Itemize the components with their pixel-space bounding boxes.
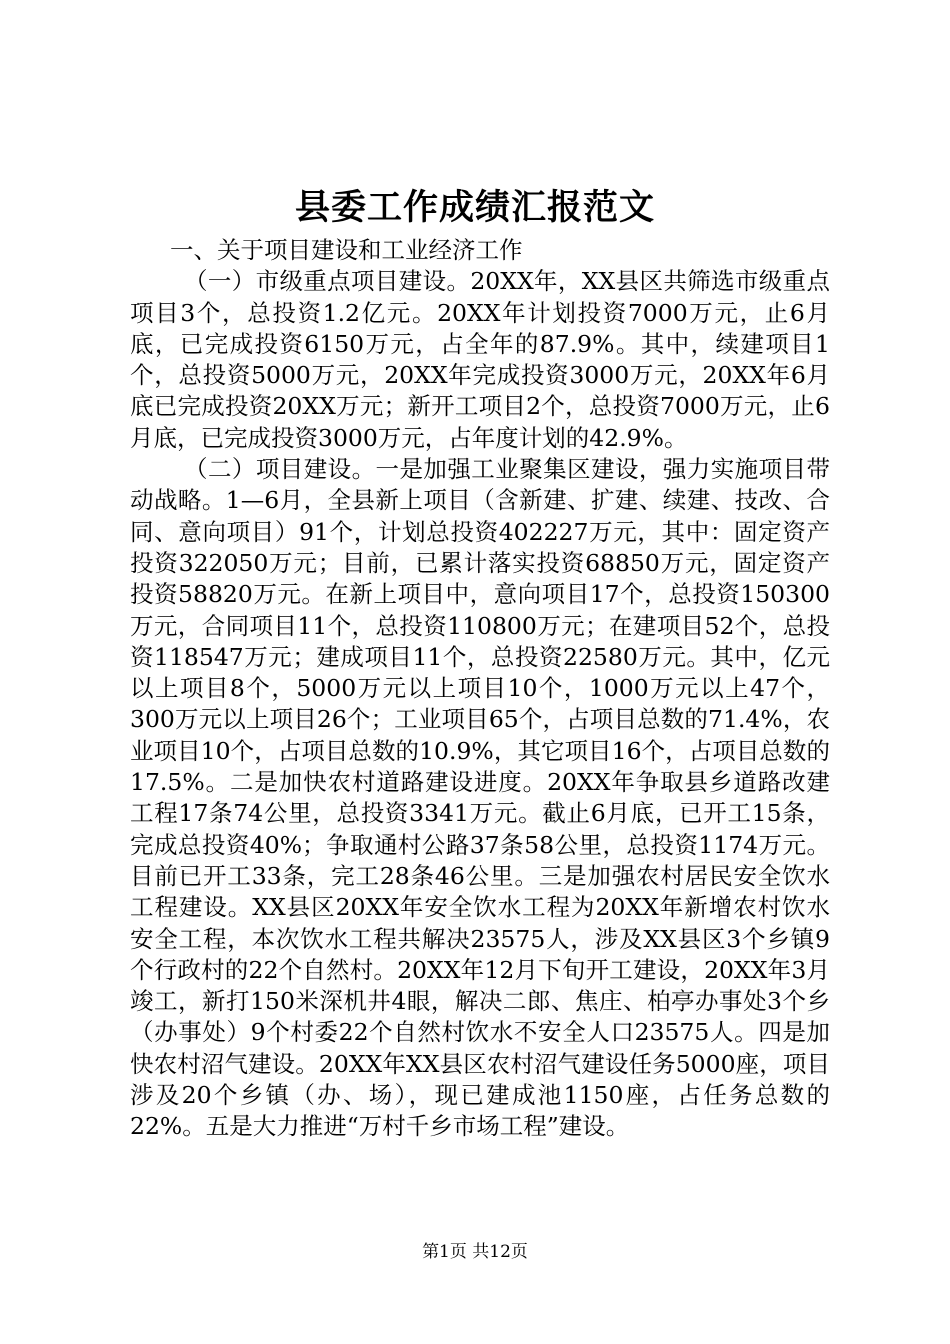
paragraph-project-construction: （二）项目建设。一是加强工业聚集区建设，强力实施项目带动战略。1—6月，全县新上项目（含新建、扩建、续建、技改、合同、意向项目）91个，计划总投资402227万元，其中：固定资产投资322050万元；目前，已累计落实投资68850万元，固定资产投资58820万元。在新上项目中，意向项目17个，总投资150300万元，合同项目11个，总投资110800万元；在建项目52个，总投资118547万元；建成项目11个，总投资22580万元。其中，亿元以上项目8个，5000万元以上项目10个，1000万元以上47个，300万元以上项目26个；工业项目65个，占项目总数的71.4%，农业项目10个，占项目总数的10.9%，其它项目16个，占项目总数的17.5%。二是加快农村道路建设进度。20XX年争取县乡道路改建工程17条74公里，总投资3341万元。截止6月底，已开工15条，完成总投资40%；争取通村公路37条58公里，总投资1174万元。目前已开工33条，完工28条46公里。三是加强农村居民安全饮水工程建设。XX县区20XX年安全饮水工程为20XX年新增农村饮水安全工程，本次饮水工程共解决23575人，涉及XX县区3个乡镇9个行政村的22个自然村。20XX年12月下旬开工建设，20XX年3月竣工，新打150米深机井4眼，解决二郎、焦庄、柏亭办事处3个乡（办事处）9个村委22个自然村饮水不安全人口23575人。四是加快农村沼气建设。20XX年XX县区农村沼气建设任务5000座，项目涉及20个乡镇（办、场），现已建成池1150座，占任务总数的22%。五是大力推进“万村千乡市场工程”建设。 <box>130 455 830 1141</box>
page-number-footer: 第1页 共12页 <box>422 1242 528 1262</box>
document-body <box>130 235 830 1143</box>
section-heading: 一、关于项目建设和工业经济工作 <box>170 236 523 264</box>
paragraph-city-key-projects: （一）市级重点项目建设。20XX年，XX县区共筛选市级重点项目3个，总投资1.2亿元。20XX年计划投资7000万元，止6月底，已完成投资6150万元，占全年的87.9%。其中，续建项目1个，总投资5000万元，20XX年完成投资3000万元，20XX年6月底已完成投资20XX万元；新开工项目2个，总投资7000万元，止6月底，已完成投资3000万元，占年度计划的42.9%。 <box>130 267 830 452</box>
document-title: 县委工作成绩汇报范文 <box>294 187 655 228</box>
